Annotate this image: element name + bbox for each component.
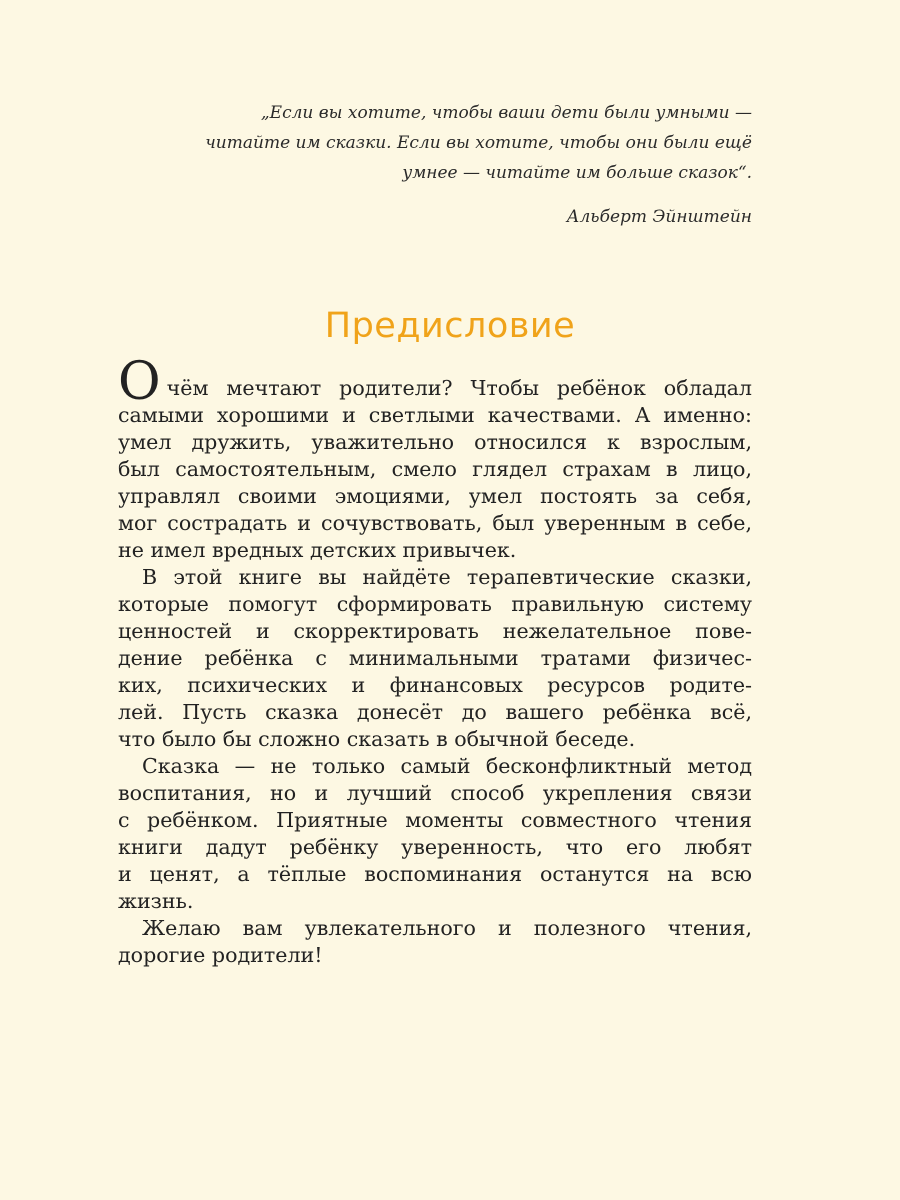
paragraph-line: жизнь. <box>118 889 194 913</box>
paragraph-line: ких, психических и финансовых ресурсов родите- <box>118 673 752 697</box>
paragraph-line: ценностей и скорректировать нежелательное пове- <box>118 619 752 643</box>
paragraph-line: лей. Пусть сказка донесёт до вашего ребёнка всё, <box>118 700 752 724</box>
paragraph <box>118 564 752 753</box>
epigraph-author: Альберт Эйнштейн <box>566 207 752 227</box>
paragraph-line: книги дадут ребёнку уверенность, что его любят <box>118 835 752 859</box>
paragraph-line: управлял своими эмоциями, умел постоять за себя, <box>118 484 752 508</box>
paragraph <box>118 753 752 915</box>
preface-text <box>118 352 752 969</box>
paragraph-line: В этой книге вы найдёте терапевтические сказки, <box>142 565 752 589</box>
epigraph-line: „Если вы хотите, чтобы ваши дети были умными — <box>260 103 752 123</box>
paragraph-line: был самостоятельным, смело глядел страхам в лицо, <box>118 457 752 481</box>
epigraph-line: читайте им сказки. Если вы хотите, чтобы они были ещё <box>205 133 752 153</box>
paragraph-line-text: чём мечтают родители? Чтобы ребёнок обладал <box>166 376 752 400</box>
paragraph-line: самыми хорошими и светлыми качествами. А именно: <box>118 403 752 427</box>
paragraph-line <box>118 352 752 412</box>
paragraph-line: мог сострадать и сочувствовать, был уверенным в себе, <box>118 511 752 535</box>
paragraph-line: Сказка — не только самый бесконфликтный метод <box>142 754 752 778</box>
paragraph-line: которые помогут сформировать правильную систему <box>118 592 752 616</box>
paragraph-line: воспитания, но и лучший способ укрепления связи <box>118 781 752 805</box>
epigraph-line: умнее — читайте им больше сказок“. <box>402 163 752 183</box>
paragraph-line: с ребёнком. Приятные моменты совместного чтения <box>118 808 752 832</box>
paragraph-line: и ценят, а тёплые воспоминания останутся на всю <box>118 862 752 886</box>
paragraph-line: не имел вредных детских привычек. <box>118 538 517 562</box>
paragraph-line: дение ребёнка с минимальными тратами физичес- <box>118 646 752 670</box>
paragraph-line: Желаю вам увлекательного и полезного чтения, <box>142 916 752 940</box>
paragraph <box>118 352 752 564</box>
drop-cap: О <box>118 352 161 412</box>
paragraph-line: дорогие родители! <box>118 943 323 967</box>
paragraph <box>118 915 752 969</box>
paragraph-line: что было бы сложно сказать в обычной беседе. <box>118 727 636 751</box>
chapter-heading: Предисловие <box>324 306 576 346</box>
epigraph <box>192 98 752 232</box>
paragraph-line: умел дружить, уважительно относился к взрослым, <box>118 430 752 454</box>
